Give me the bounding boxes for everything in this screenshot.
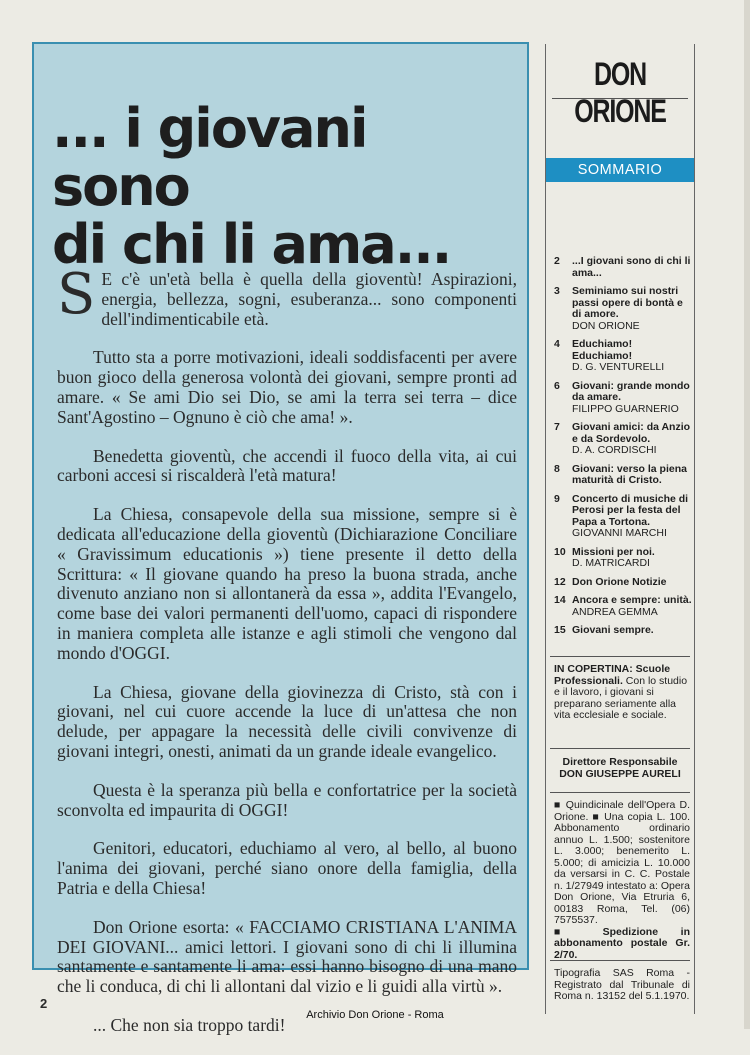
- drop-cap: S: [57, 262, 96, 327]
- publication-info: [554, 800, 690, 961]
- section-divider: [550, 792, 690, 793]
- toc-author: ANDREA GEMMA: [572, 605, 658, 618]
- toc-title: Don Orione Notizie: [572, 575, 667, 588]
- toc-entry: [554, 381, 692, 416]
- toc-entry: [554, 422, 692, 457]
- sommario-header: SOMMARIO: [546, 158, 694, 182]
- section-divider: [550, 748, 690, 749]
- toc-page-number: 8: [554, 462, 560, 475]
- subscription-info: ■ Quindicinale dell'Opera D. Orione. ■ Una copia L. 100. Abbonamento ordinario annuo L. 1.500; sostenitore L. 3.000; benemerito L. 5.000; di amicizia L. 10.000 da versarsi in C. C. Postale n. 1/27949 intestato a: Opera Don Orione, Via Etruria 6, 00183 Roma, Tel. (06) 7575537.: [554, 799, 691, 926]
- toc-entry: [554, 464, 692, 487]
- section-divider: [550, 656, 690, 657]
- article-body: [57, 262, 517, 1055]
- cover-text: Con lo studio e il lavoro, i giovani si preparano seriamente alla vita ecclesiale e sociale.: [554, 674, 688, 722]
- toc-title: Ancora e sempre: unità.: [572, 594, 692, 606]
- toc-page-number: 4: [554, 338, 560, 350]
- table-of-contents: [554, 256, 692, 644]
- toc-author: D. MATRICARDI: [572, 557, 650, 569]
- toc-title: Giovani amici: da Anzio e da Sordevolo.: [572, 421, 691, 445]
- toc-page-number: 7: [554, 421, 560, 433]
- toc-page-number: 9: [554, 492, 560, 505]
- article-headline: ... i giovani sono di chi li ama...: [52, 97, 451, 276]
- director-block: [550, 756, 690, 780]
- toc-title: Educhiamo! Educhiamo!: [572, 338, 633, 362]
- toc-page-number: 10: [554, 545, 566, 558]
- toc-title: Giovani: grande mondo da amare.: [572, 379, 690, 403]
- contents-sidebar: [545, 44, 695, 1014]
- cover-note: [554, 664, 690, 722]
- toc-page-number: 14: [554, 594, 566, 606]
- toc-entry: [554, 625, 692, 637]
- toc-page-number: 12: [554, 575, 566, 588]
- article-paragraph: La Chiesa, giovane della giovinezza di Cristo, stà con i giovani, nel cui cuore accende la luce di un'attesa che non delude, per appagare la necessità delle civili convivenze di giovani integri, onesti, animati da un grande ideale evangelico.: [57, 681, 517, 761]
- article-paragraph: Questa è la speranza più bella e confortatrice per la società sconvolta ed impaurita di OGGI!: [57, 779, 517, 820]
- toc-entry: [554, 577, 692, 589]
- toc-entry: [554, 339, 692, 374]
- page-spine-edge: [744, 0, 750, 1029]
- toc-author: D. A. CORDISCHI: [572, 444, 657, 456]
- article-paragraph: Tutto sta a porre motivazioni, ideali soddisfacenti per avere buon gioco della generosa volontà dei giovani, sempre pronti ad amare. « Se ami Dio sei Dio, se ami la terra sei terra – dice Sant'Agostino – Ognuno è ciò che ama! ».: [57, 347, 517, 427]
- title-divider: [552, 98, 688, 99]
- toc-title: Giovani: verso la piena maturità di Cristo.: [572, 462, 687, 486]
- article-paragraph: Don Orione esorta: « FACCIAMO CRISTIANA L'ANIMA DEI GIOVANI... amici lettori. I giovani sono di chi li illumina santamente e santamente li ama: essi hanno bisogno di una mano che li conduca, di chi li allontani dal vizio e li guidi alla virtù ».: [57, 916, 517, 997]
- postage-info: ■ Spedizione in abbonamento postale Gr. 2/70.: [554, 925, 690, 961]
- toc-title: Seminiamo sui nostri passi opere di bontà e di amore.: [572, 285, 683, 320]
- toc-title: Missioni per noi.: [572, 545, 655, 558]
- toc-title: Giovani sempre.: [572, 624, 654, 636]
- toc-entry: [554, 256, 692, 279]
- archive-credit: Archivio Don Orione - Roma: [306, 1009, 444, 1021]
- toc-entry: [554, 494, 692, 540]
- article-paragraph: ... Che non sia troppo tardi!: [93, 1014, 286, 1035]
- director-label: Direttore Responsabile: [562, 756, 678, 768]
- toc-title: ...I giovani sono di chi li ama...: [572, 255, 691, 279]
- director-name: DON GIUSEPPE AURELI: [559, 768, 681, 780]
- section-divider: [550, 960, 690, 961]
- toc-page-number: 3: [554, 285, 560, 297]
- article-paragraph: La Chiesa, consapevole della sua missione, sempre si è dedicata all'educazione della gioventù (Dichiarazione Conciliare « Gravissimum educationis ») tiene presente il detto della Scrittura: « Il giovane quando ha preso la buona strada, anche divenuto anziano non si allontanerà da essa », addita l'Evangelo, come base dei valori permanenti dell'uomo, capaci di rispondere in maniera completa alle istanze e agli stimoli che vengono dal mondo d'OGGI.: [57, 504, 517, 663]
- article-paragraph: Genitori, educatori, educhiamo al vero, al bello, al buono l'anima dei giovani, perché siano onore della famiglia, della Patria e della Chiesa!: [57, 838, 517, 898]
- toc-page-number: 15: [554, 624, 566, 636]
- toc-author: GIOVANNI MARCHI: [572, 527, 667, 539]
- printer-info: Tipografia SAS Roma - Registrato dal Tribunale di Roma n. 13152 del 5.1.1970.: [554, 967, 690, 1002]
- toc-title: Concerto di musiche di Perosi per la festa del Papa a Tortona.: [572, 492, 689, 528]
- toc-page-number: 2: [554, 255, 560, 267]
- magazine-title: DON ORIONE: [574, 56, 666, 129]
- toc-author: FILIPPO GUARNERIO: [572, 402, 679, 415]
- article-paragraph: [57, 262, 517, 329]
- page-number: 2: [40, 996, 48, 1011]
- paragraph-text: E c'è un'età bella è quella della gioventù! Aspirazioni, energia, bellezza, sogni, esuberanza... sono componenti dell'indimenticabile età.: [101, 269, 517, 329]
- article-paragraph: Benedetta gioventù, che accendi il fuoco della vita, ai cui carboni accesi si riscalderà l'età matura!: [57, 445, 517, 486]
- toc-entry: [554, 595, 692, 618]
- toc-entry: [554, 286, 692, 332]
- toc-author: DON ORIONE: [572, 319, 640, 332]
- toc-entry: [554, 547, 692, 570]
- cover-label: IN COPERTINA: Scuole Professionali.: [554, 663, 671, 687]
- toc-page-number: 6: [554, 379, 560, 392]
- toc-author: D. G. VENTURELLI: [572, 361, 665, 373]
